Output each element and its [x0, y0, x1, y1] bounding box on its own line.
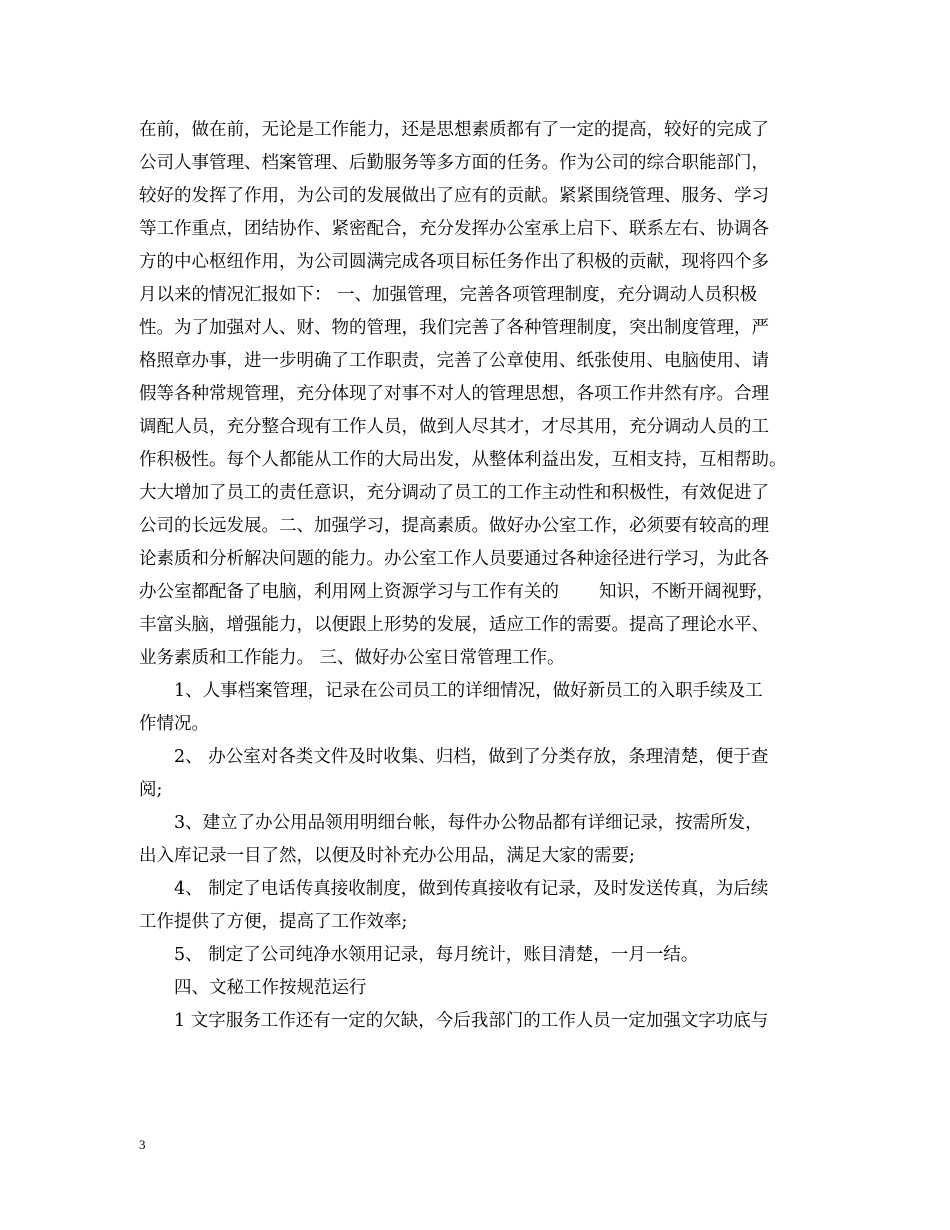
text-line: 较好的发挥了作用，为公司的发展做出了应有的贡献。紧紧围绕管理、服务、学习 — [139, 186, 769, 206]
text-line: 阅; — [139, 780, 163, 800]
text-line: 大大增加了员工的责任意识，充分调动了员工的工作主动性和积极性，有效促进了 — [139, 483, 769, 503]
text-line: 调配人员，充分整合现有工作人员，做到人尽其才，才尽其用，充分调动人员的工 — [139, 417, 769, 437]
text-line: 论素质和分析解决问题的能力。办公室工作人员要通过各种途径进行学习，为此各 — [139, 549, 769, 569]
list-item-line: 2、 办公室对各类文件及时收集、归档，做到了分类存放，条理清楚，便于查 — [174, 747, 769, 767]
text-line — [139, 576, 829, 609]
text-line: 作情况。 — [139, 714, 209, 734]
text-line: 方的中心枢纽作用，为公司圆满完成各项目标任务作出了积极的贡献，现将四个多 — [139, 252, 769, 272]
text-line: 月以来的情况汇报如下： 一、加强管理，完善各项管理制度，充分调动人员积极 — [139, 285, 758, 305]
text-line: 性。为了加强对人、财、物的管理，我们完善了各种管理制度，突出制度管理，严 — [139, 318, 769, 338]
text-line: 等工作重点，团结协作、紧密配合，充分发挥办公室承上启下、联系左右、协调各 — [139, 219, 769, 239]
text-segment: 办公室都配备了电脑，利用网上资源学习与工作有关的 — [139, 582, 559, 602]
text-line: 公司人事管理、档案管理、后勤服务等多方面的任务。作为公司的综合职能部门， — [139, 153, 769, 173]
text-line: 作积极性。每个人都能从工作的大局出发，从整体利益出发，互相支持，互相帮助。 — [139, 450, 787, 470]
text-line: 在前，做在前，无论是工作能力，还是思想素质都有了一定的提高，较好的完成了 — [139, 120, 769, 140]
list-item-line: 3、建立了办公用品领用明细台帐，每件办公物品都有详细记录，按需所发， — [174, 813, 763, 833]
list-item-line: 1、人事档案管理，记录在公司员工的详细情况，做好新员工的入职手续及工 — [174, 681, 763, 701]
list-item-line: 1 文字服务工作还有一定的欠缺，今后我部门的工作人员一定加强文字功底与 — [174, 1011, 769, 1031]
list-item-line: 4、 制定了电话传真接收制度，做到传真接收有记录，及时发送传真，为后续 — [174, 879, 769, 899]
section-heading: 四、文秘工作按规范运行 — [174, 978, 367, 998]
page-number: 3 — [139, 1137, 146, 1152]
text-line: 格照章办事，进一步明确了工作职责，完善了公章使用、纸张使用、电脑使用、请 — [139, 351, 769, 371]
body-text — [139, 114, 829, 1038]
text-line: 丰富头脑，增强能力，以便跟上形势的发展，适应工作的需要。提高了理论水平、 — [139, 615, 769, 635]
text-line: 出入库记录一目了然，以便及时补充办公用品，满足大家的需要; — [139, 846, 635, 866]
text-line: 假等各种常规管理，充分体现了对事不对人的管理思想，各项工作井然有序。合理 — [139, 384, 769, 404]
text-line: 工作提供了方便，提高了工作效率; — [139, 912, 408, 932]
text-segment: 知识，不断开阔视野， — [599, 582, 774, 602]
text-line: 公司的长远发展。二、加强学习，提高素质。做好办公室工作，必须要有较高的理 — [139, 516, 769, 536]
text-line: 业务素质和工作能力。 三、做好办公室日常管理工作。 — [139, 648, 565, 668]
list-item-line: 5、 制定了公司纯净水领用记录，每月统计，账目清楚，一月一结。 — [174, 945, 699, 965]
